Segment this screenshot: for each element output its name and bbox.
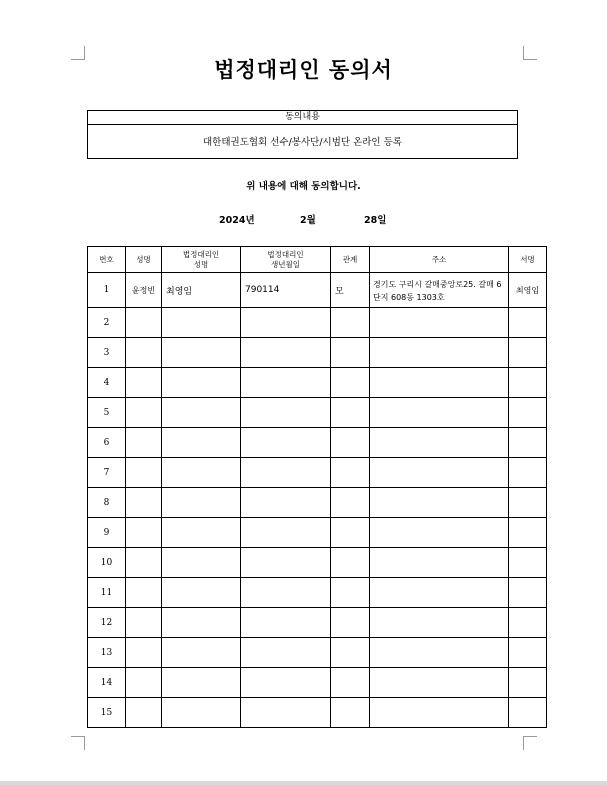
table-header-row [88,247,547,273]
cell-guardian-name [162,638,241,668]
cell-name [126,608,162,638]
date-month: 2월 [300,215,316,226]
cell-no: 9 [88,518,126,548]
cell-name [126,308,162,338]
header-guardian-birth: 법정대리인 생년월일 [241,247,331,273]
cell-guardian-birth [241,428,331,458]
agreement-statement: 위 내용에 대해 동의합니다. [246,181,361,192]
cell-name [126,398,162,428]
cell-signature [509,488,547,518]
cell-name [126,698,162,728]
cell-name [126,368,162,398]
cell-guardian-name [162,308,241,338]
cell-relation: 모 [331,273,370,308]
cell-address [370,458,509,488]
cell-name [126,578,162,608]
cell-name [126,488,162,518]
cell-name [126,638,162,668]
cell-address [370,518,509,548]
cell-signature [509,698,547,728]
cell-guardian-name [162,518,241,548]
table-row [88,428,547,458]
table-row [88,608,547,638]
table-row [88,338,547,368]
cell-no: 6 [88,428,126,458]
header-no: 번호 [88,247,126,273]
cell-signature [509,608,547,638]
cell-guardian-birth [241,698,331,728]
table-row [88,488,547,518]
cell-no: 4 [88,368,126,398]
cell-guardian-name [162,578,241,608]
table-row [88,698,547,728]
cell-guardian-name [162,398,241,428]
cell-no: 11 [88,578,126,608]
cell-address [370,548,509,578]
cell-guardian-birth [241,548,331,578]
header-guardian-name: 법정대리인 성명 [162,247,241,273]
cell-guardian-name [162,698,241,728]
cell-guardian-name [162,608,241,638]
cell-address [370,308,509,338]
cell-guardian-birth [241,488,331,518]
cell-address [370,398,509,428]
cell-signature: 최영임 [509,273,547,308]
cell-address [370,428,509,458]
cell-relation [331,488,370,518]
cell-relation [331,338,370,368]
table-row [88,548,547,578]
cell-relation [331,368,370,398]
cell-guardian-name [162,548,241,578]
cell-address [370,608,509,638]
cell-signature [509,518,547,548]
crop-mark-bottom-left [71,736,85,750]
header-relation: 관계 [331,247,370,273]
table-row [88,578,547,608]
cell-guardian-birth [241,518,331,548]
table-row [88,308,547,338]
cell-name [126,518,162,548]
cell-signature [509,548,547,578]
cell-guardian-name [162,488,241,518]
cell-no: 8 [88,488,126,518]
cell-no: 13 [88,638,126,668]
cell-address [370,698,509,728]
cell-guardian-name: 최영임 [162,273,241,308]
cell-address [370,638,509,668]
consent-header: 동의내용 [88,111,517,125]
cell-guardian-birth [241,308,331,338]
cell-address [370,578,509,608]
cell-address [370,338,509,368]
cell-address [370,668,509,698]
cell-address [370,368,509,398]
cell-name [126,458,162,488]
cell-relation [331,428,370,458]
cell-relation [331,608,370,638]
cell-no: 7 [88,458,126,488]
cell-guardian-birth [241,458,331,488]
cell-relation [331,398,370,428]
cell-relation [331,638,370,668]
header-address: 주소 [370,247,509,273]
consent-box [87,110,518,159]
cell-guardian-name [162,668,241,698]
cell-name [126,338,162,368]
cell-name [126,548,162,578]
cell-name [126,428,162,458]
cell-name: 윤정빈 [126,273,162,308]
cell-guardian-name [162,428,241,458]
cell-guardian-birth [241,368,331,398]
cell-no: 12 [88,608,126,638]
crop-mark-bottom-right [523,736,537,750]
cell-no: 14 [88,668,126,698]
cell-relation [331,668,370,698]
table-row [88,458,547,488]
cell-no: 1 [88,273,126,308]
cell-signature [509,338,547,368]
cell-guardian-name [162,368,241,398]
cell-no: 15 [88,698,126,728]
cell-guardian-birth [241,638,331,668]
cell-address [370,488,509,518]
cell-relation [331,518,370,548]
cell-address: 경기도 구리시 갈매중앙로25. 갈매 6단지 608동 1303호 [370,273,509,308]
cell-no: 5 [88,398,126,428]
cell-guardian-birth [241,398,331,428]
cell-guardian-name [162,338,241,368]
cell-signature [509,458,547,488]
cell-guardian-name [162,458,241,488]
cell-signature [509,398,547,428]
cell-signature [509,578,547,608]
cell-signature [509,428,547,458]
header-signature: 서명 [509,247,547,273]
table-row [88,368,547,398]
table-row [88,668,547,698]
cell-no: 2 [88,308,126,338]
date-day: 28일 [364,215,387,226]
cell-signature [509,308,547,338]
cell-no: 10 [88,548,126,578]
consent-text: 대한태권도협회 선수/봉사단/시범단 온라인 등록 [202,137,402,148]
table-row [88,638,547,668]
document-title: 법정대리인 동의서 [214,57,393,82]
cell-guardian-birth: 790114 [241,273,331,308]
cell-signature [509,638,547,668]
table-row [88,273,547,308]
cell-guardian-birth [241,578,331,608]
cell-relation [331,458,370,488]
table-row [88,518,547,548]
cell-guardian-birth [241,668,331,698]
cell-relation [331,548,370,578]
cell-no: 3 [88,338,126,368]
table-row [88,398,547,428]
guardian-table [87,246,547,728]
date-year: 2024년 [219,215,255,226]
cell-relation [331,698,370,728]
cell-guardian-birth [241,338,331,368]
header-name: 성명 [126,247,162,273]
cell-guardian-birth [241,608,331,638]
cell-relation [331,308,370,338]
page-bottom-edge [0,781,607,785]
cell-name [126,668,162,698]
cell-signature [509,668,547,698]
cell-relation [331,578,370,608]
cell-signature [509,368,547,398]
